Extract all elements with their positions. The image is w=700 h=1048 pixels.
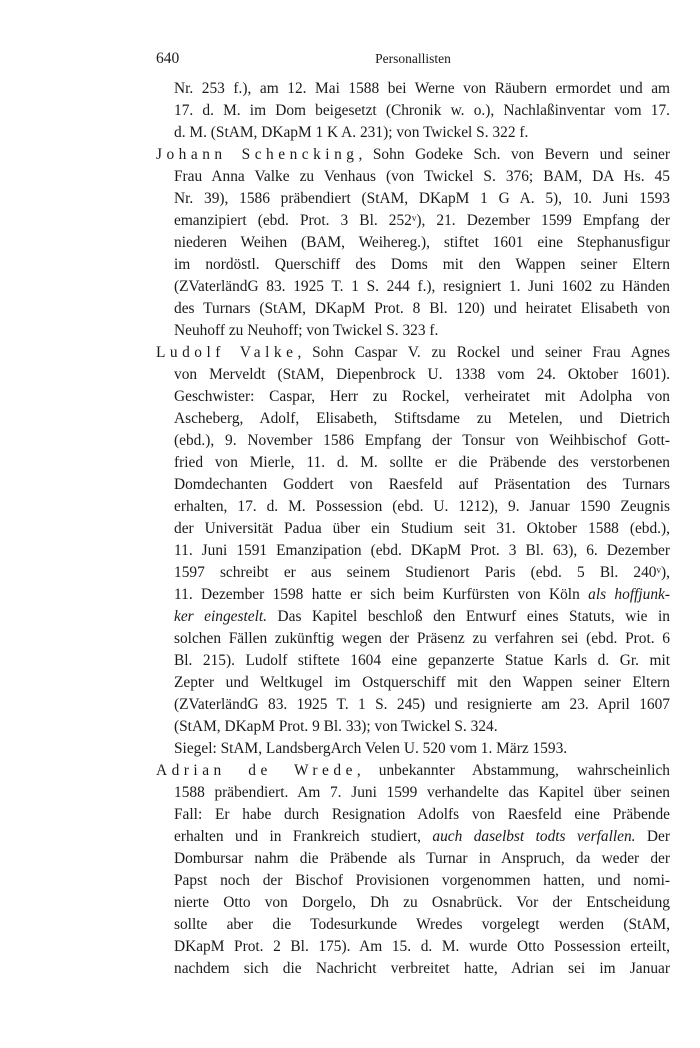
line-text: 17. d. M. im Dom beigesetzt (Chronik w. o.), Nachlaßinventar vom 17. (174, 102, 670, 119)
line-text: sollte aber die Todesurkunde Wredes vorgelegt werden (StAM, (174, 916, 670, 933)
text-line (156, 870, 670, 892)
person-name: Ludolf Valke (156, 344, 298, 361)
line-text: Domdechanten Goddert von Raesfeld auf Präsentation des Turnars (174, 476, 670, 493)
text-line (156, 848, 670, 870)
text-line (156, 892, 670, 914)
person-name: Adrian de Wrede (156, 762, 357, 779)
line-text: solchen Fällen zukünftig wegen der Präsenz zu verfahren sei (ebd. Prot. 6 (174, 630, 670, 647)
line-text: , unbekannter Abstammung, wahrscheinlich (356, 762, 670, 779)
text-line (156, 738, 670, 760)
text-line (156, 188, 670, 210)
line-text: Nr. 39), 1586 präbendiert (StAM, DKapM 1 G A. 5), 10. Juni 1593 (174, 190, 670, 207)
line-text: , Sohn Godeke Sch. von Bevern und seiner (358, 146, 670, 163)
text-line (156, 78, 670, 100)
text-line (156, 584, 670, 606)
line-text: Neuhoff zu Neuhoff; von Twickel S. 323 f. (174, 322, 439, 339)
text-line (156, 474, 670, 496)
line-text: emanzipiert (ebd. Prot. 3 Bl. 252ᵛ), 21. Dezember 1599 Empfang der (174, 212, 670, 229)
line-text: Nr. 253 f.), am 12. Mai 1588 bei Werne von Räubern ermordet und am (174, 80, 670, 97)
line-text: erhalten, 17. d. M. Possession (ebd. U. 1212), 9. Januar 1590 Zeugnis (174, 498, 670, 515)
entry-heading-line (156, 760, 670, 782)
line-text: niederen Weihen (BAM, Weihereg.), stiftet 1601 eine Stephanusfigur (174, 234, 670, 251)
text-line (156, 826, 670, 848)
quoted-phrase: ker eingestelt. (174, 608, 268, 625)
line-text: Zepter und Weltkugel im Ostquerschiff mit den Wappen seiner Eltern (174, 674, 670, 691)
line-text: 11. Juni 1591 Emanzipation (ebd. DKapM Prot. 3 Bl. 63), 6. Dezember (174, 542, 670, 559)
line-text: , Sohn Caspar V. zu Rockel und seiner Frau Agnes (297, 344, 670, 361)
text-line (156, 540, 670, 562)
text-line (156, 386, 670, 408)
text-line (156, 914, 670, 936)
line-text: Der (635, 828, 670, 845)
line-text: nachdem sich die Nachricht verbreitet hatte, Adrian sei im Januar (174, 960, 670, 977)
text-line (156, 650, 670, 672)
line-text: von Merveldt (StAM, Diepenbrock U. 1338 vom 24. Oktober 1601). (174, 366, 670, 383)
line-text: Fall: Er habe durch Resignation Adolfs von Raesfeld eine Präbende (174, 806, 670, 823)
line-text: Geschwister: Caspar, Herr zu Rockel, verheiratet mit Adolpha von (174, 388, 670, 405)
line-text: (StAM, DKapM Prot. 9 Bl. 33); von Twickel S. 324. (174, 718, 498, 735)
line-text: (ZVaterländG 83. 1925 T. 1 S. 245) und resignierte am 23. April 1607 (174, 696, 670, 713)
quoted-phrase: auch daselbst todts verfallen. (432, 828, 636, 845)
text-line (156, 518, 670, 540)
entry-heading-line (156, 342, 670, 364)
text-line (156, 320, 670, 342)
line-text: 1597 schreibt er aus seinem Studienort Paris (ebd. 5 Bl. 240ᵛ), (174, 564, 670, 581)
running-head: Personallisten (375, 51, 451, 66)
text-line (156, 166, 670, 188)
text-line (156, 672, 670, 694)
text-line (156, 958, 670, 980)
line-text: des Turnars (StAM, DKapM Prot. 8 Bl. 120) und heiratet Elisabeth von (174, 300, 670, 317)
line-text: Siegel: StAM, LandsbergArch Velen U. 520 vom 1. März 1593. (174, 740, 568, 757)
text-line (156, 562, 670, 584)
text-line (156, 782, 670, 804)
quoted-phrase: als hoffjunk- (588, 586, 670, 603)
text-line (156, 936, 670, 958)
text-line (156, 716, 670, 738)
line-text: DKapM Prot. 2 Bl. 175). Am 15. d. M. wurde Otto Possession erteilt, (174, 938, 670, 955)
text-line (156, 254, 670, 276)
line-text: (ebd.), 9. November 1586 Empfang der Tonsur von Weihbischof Gott- (174, 432, 670, 449)
text-line (156, 210, 670, 232)
text-line (156, 276, 670, 298)
line-text: (ZVaterländG 83. 1925 T. 1 S. 244 f.), resigniert 1. Juni 1602 zu Händen (174, 278, 670, 295)
line-text: Ascheberg, Adolf, Elisabeth, Stiftsdame zu Metelen, und Dietrich (174, 410, 670, 427)
line-text: der Universität Padua über ein Studium seit 31. Oktober 1588 (ebd.), (174, 520, 670, 537)
text-line (156, 430, 670, 452)
line-text: 1588 präbendiert. Am 7. Juni 1599 verhandelte das Kapitel über seinen (174, 784, 670, 801)
line-text: 11. Dezember 1598 hatte er sich beim Kurfürsten von Köln (174, 586, 589, 603)
page-header (156, 50, 670, 72)
text-line (156, 232, 670, 254)
text-line (156, 100, 670, 122)
line-text: Das Kapitel beschloß den Entwurf eines Statuts, wie in (267, 608, 670, 625)
text-line (156, 628, 670, 650)
line-text: im nordöstl. Querschiff des Doms mit den Wappen seiner Eltern (174, 256, 670, 273)
text-line (156, 496, 670, 518)
text-line (156, 694, 670, 716)
text-line (156, 364, 670, 386)
page-number: 640 (156, 50, 180, 67)
line-text: d. M. (StAM, DKapM 1 K A. 231); von Twickel S. 322 f. (174, 124, 529, 141)
line-text: erhalten und in Frankreich studiert, (174, 828, 433, 845)
text-line (156, 408, 670, 430)
line-text: Bl. 215). Ludolf stiftete 1604 eine gepanzerte Statue Karls d. Gr. mit (174, 652, 670, 669)
line-text: Papst noch der Bischof Provisionen vorgenommen hatten, und nomi- (174, 872, 670, 889)
text-line (156, 606, 670, 628)
text-line (156, 804, 670, 826)
body-text (156, 78, 670, 980)
line-text: nierte Otto von Dorgelo, Dh zu Osnabrück. Vor der Entscheidung (174, 894, 670, 911)
text-line (156, 452, 670, 474)
line-text: Frau Anna Valke zu Venhaus (von Twickel S. 376; BAM, DA Hs. 45 (174, 168, 670, 185)
text-line (156, 298, 670, 320)
entry-heading-line (156, 144, 670, 166)
person-name: Johann Schencking (156, 146, 359, 163)
line-text: fried von Mierle, 11. d. M. sollte er die Präbende des verstorbenen (174, 454, 670, 471)
text-line (156, 122, 670, 144)
line-text: Dombursar nahm die Präbende als Turnar in Anspruch, da weder der (174, 850, 670, 867)
